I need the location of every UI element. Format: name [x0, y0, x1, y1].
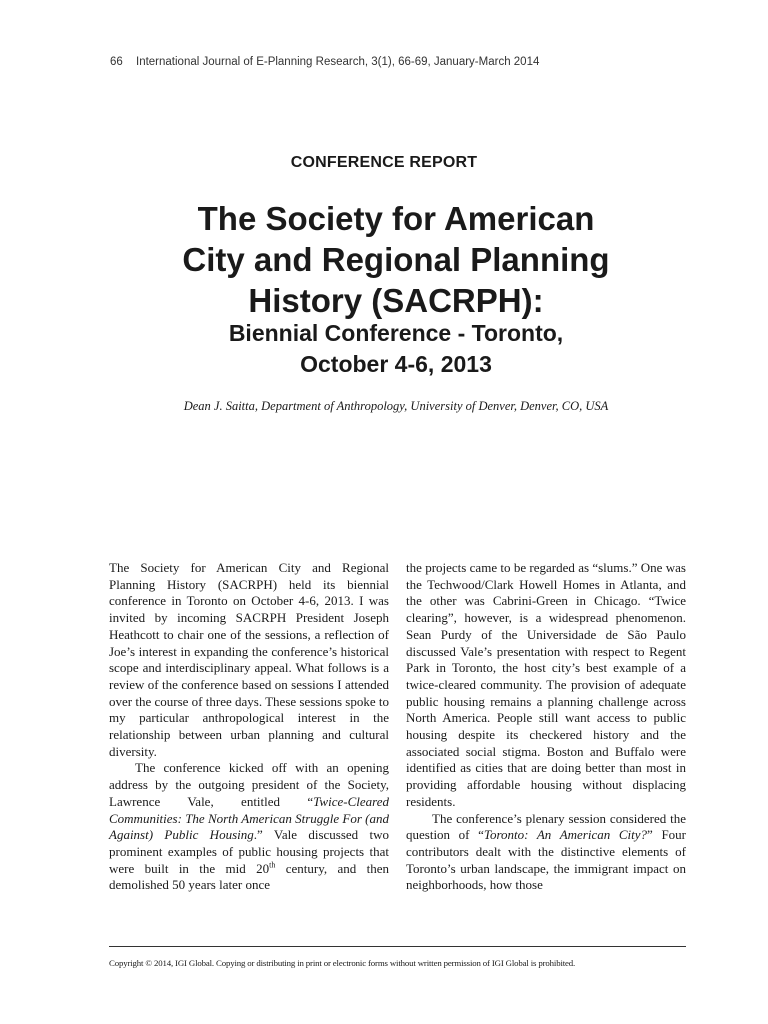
body-column-right	[406, 560, 686, 894]
article-title	[90, 198, 702, 321]
body-column-left	[109, 560, 389, 894]
article-subtitle	[90, 318, 702, 380]
subtitle-line: Biennial Conference - Toronto,	[228, 320, 564, 346]
body-paragraph: The conference kicked off with an opening address by the outgoing president of the Society, Lawrence Vale, entitled “Twice-Cleared Communities: The North American Struggle For (and Against) Public Housing.” Vale discussed two prominent examples of public housing projects that were built in the mid 20th century, and then demolished 50 years later once	[109, 760, 390, 893]
title-line: History (SACRPH):	[248, 282, 544, 319]
body-paragraph: the projects came to be regarded as “slums.” One was the Techwood/Clark Howell Homes in Atlanta, and the other was Cabrini-Green in Chicago. “Twice clearing”, however, is a widespread phenomenon. Sean Purdy of the Universidade de São Paulo discussed Vale’s presentation with respect to Regent Park in Toronto, the host city’s best example of a twice-cleared community. The provision of adequate public housing remains a planning challenge across North America. People still want access to public housing despite its checkered history and the associated social stigma. Boston and Buffalo were identified as cities that are doing better than most in providing affordable housing without displacing residents.	[406, 560, 686, 809]
talk-title: Twice-Cleared Communities: The North American Struggle For (and Against) Public Housing	[109, 793, 389, 843]
title-line: City and Regional Planning	[182, 241, 610, 278]
running-head	[110, 56, 539, 68]
session-title: Toronto: An American City?	[483, 827, 648, 843]
journal-citation: International Journal of E-Planning Research, 3(1), 66-69, January-March 2014	[136, 56, 540, 68]
footer-divider	[109, 946, 686, 947]
subtitle-line: October 4-6, 2013	[300, 351, 492, 377]
body-paragraph: The Society for American City and Regional Planning History (SACRPH) held its biennial conference in Toronto on October 4-6, 2013. I was invited by incoming SACRPH President Joseph Heathcott to chair one of the sessions, a reflection of Joe’s interest in expanding the conference’s historical scope and interdisciplinary appeal. What follows is a review of the conference based on sessions I attended over the course of three days. These sessions spoke to my particular anthropological interest in the relationship between urban planning and cultural diversity.	[109, 560, 389, 759]
page-number: 66	[110, 56, 123, 68]
copyright-notice: Copyright © 2014, IGI Global. Copying or distributing in print or electronic forms without written permission of IGI Global is prohibited.	[109, 958, 576, 968]
author-affiliation: Dean J. Saitta, Department of Anthropology, University of Denver, Denver, CO, USA	[183, 399, 609, 413]
body-paragraph: The conference’s plenary session considered the question of “Toronto: An American City?” Four contributors dealt with the distinctive elements of Toronto’s urban landscape, the immigrant impact on neighborhoods, how those	[406, 810, 687, 893]
superscript: th	[269, 860, 276, 870]
section-label: CONFERENCE REPORT	[290, 154, 478, 171]
title-line: The Society for American	[197, 200, 595, 237]
